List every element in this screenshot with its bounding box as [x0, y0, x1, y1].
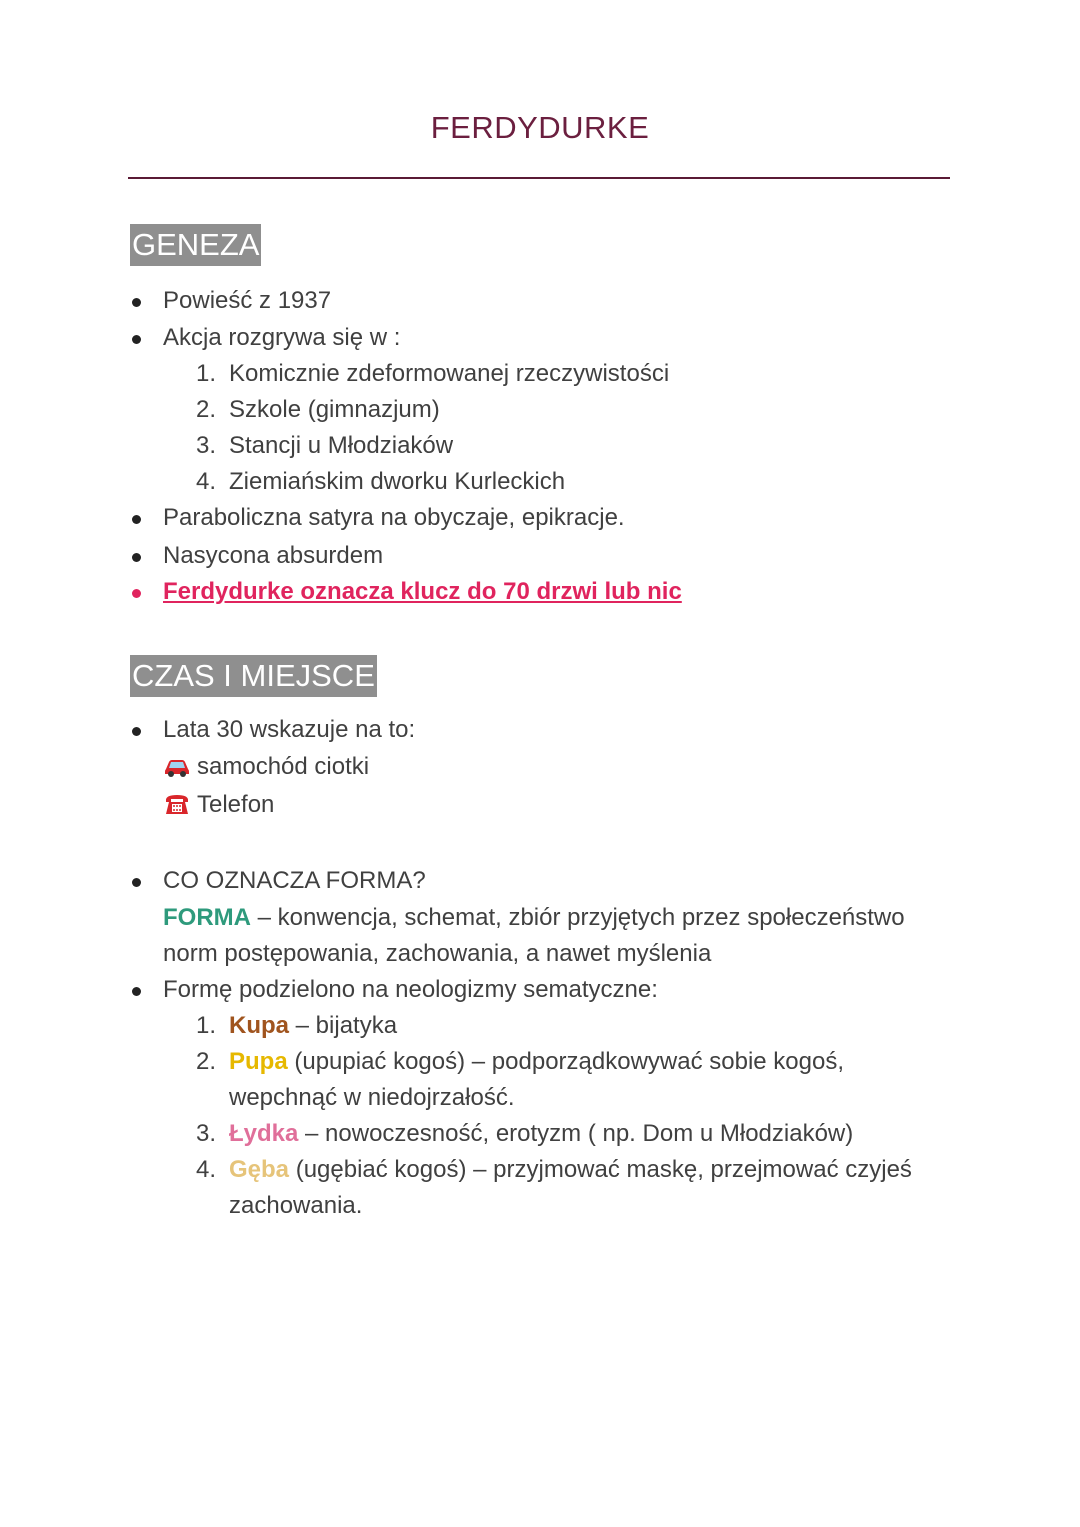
czas-bullet-2: CO OZNACZA FORMA?: [163, 867, 426, 894]
list-item: Ziemiańskim dworku Kurleckich: [229, 468, 566, 495]
list-item: [229, 1047, 844, 1077]
list-item: [229, 1155, 912, 1185]
list-item: Komicznie zdeformowanej rzeczywistości: [229, 360, 670, 387]
list-number: 1.: [196, 1012, 217, 1039]
neologism-term: Gęba: [229, 1156, 290, 1183]
bullet-dot: [132, 987, 141, 996]
list-number: 2.: [196, 1048, 217, 1075]
forma-term: FORMA: [163, 904, 251, 931]
list-item: [229, 1011, 397, 1041]
list-number: 4.: [196, 1156, 217, 1183]
car-icon: [163, 754, 191, 778]
neologism-definition-continued: zachowania.: [229, 1192, 363, 1219]
list-number: 3.: [196, 432, 217, 459]
forma-definition-text: – konwencja, schemat, zbiór przyjętych przez społeczeństwo: [250, 904, 905, 931]
title-divider: [128, 177, 950, 179]
geneza-bullet-2: Akcja rozgrywa się w :: [163, 324, 401, 351]
geneza-bullet-3: Paraboliczna satyra na obyczaje, epikracje.: [163, 504, 625, 531]
czas-item-phone-label: Telefon: [197, 791, 275, 818]
geneza-bullet-5-highlight: Ferdydurke oznacza klucz do 70 drzwi lub nic: [163, 578, 682, 605]
list-item: [163, 752, 369, 782]
list-item: [163, 790, 274, 820]
bullet-dot: [132, 727, 141, 736]
bullet-dot: [132, 298, 141, 307]
list-item: Szkole (gimnazjum): [229, 396, 440, 423]
forma-definition-line-2: norm postępowania, zachowania, a nawet myślenia: [163, 940, 712, 967]
bullet-dot: [132, 878, 141, 887]
list-number: 2.: [196, 396, 217, 423]
list-number: 4.: [196, 468, 217, 495]
list-item: Stancji u Młodziaków: [229, 432, 454, 459]
neologism-term: Kupa: [229, 1012, 289, 1039]
section-heading-geneza: GENEZA: [130, 224, 261, 266]
neologism-definition: (ugębiać kogoś) – przyjmować maskę, przejmować czyjeś: [289, 1156, 912, 1183]
geneza-bullet-1: Powieść z 1937: [163, 287, 332, 314]
neologism-term: Pupa: [229, 1048, 288, 1075]
neologism-definition-continued: wepchnąć w niedojrzałość.: [229, 1084, 515, 1111]
neologism-definition: – nowoczesność, erotyzm ( np. Dom u Młodziaków): [298, 1120, 854, 1147]
czas-bullet-3: Formę podzielono na neologizmy sematyczne:: [163, 976, 658, 1003]
czas-item-car-label: samochód ciotki: [197, 753, 370, 780]
geneza-bullet-4: Nasycona absurdem: [163, 542, 384, 569]
neologism-definition: (upupiać kogoś) – podporządkowywać sobie kogoś,: [287, 1048, 845, 1075]
list-number: 1.: [196, 360, 217, 387]
list-number: 3.: [196, 1120, 217, 1147]
list-item: [229, 1119, 853, 1149]
telephone-icon: [163, 792, 191, 816]
section-heading-czas: CZAS I MIEJSCE: [130, 655, 377, 697]
forma-definition-line-1: [163, 903, 905, 933]
bullet-dot: [132, 589, 141, 598]
bullet-dot: [132, 335, 141, 344]
bullet-dot: [132, 515, 141, 524]
bullet-dot: [132, 553, 141, 562]
neologism-definition: – bijatyka: [289, 1012, 398, 1039]
czas-bullet-1: Lata 30 wskazuje na to:: [163, 716, 416, 743]
neologism-term: Łydka: [229, 1120, 299, 1147]
page-title: FERDYDURKE: [430, 110, 650, 145]
